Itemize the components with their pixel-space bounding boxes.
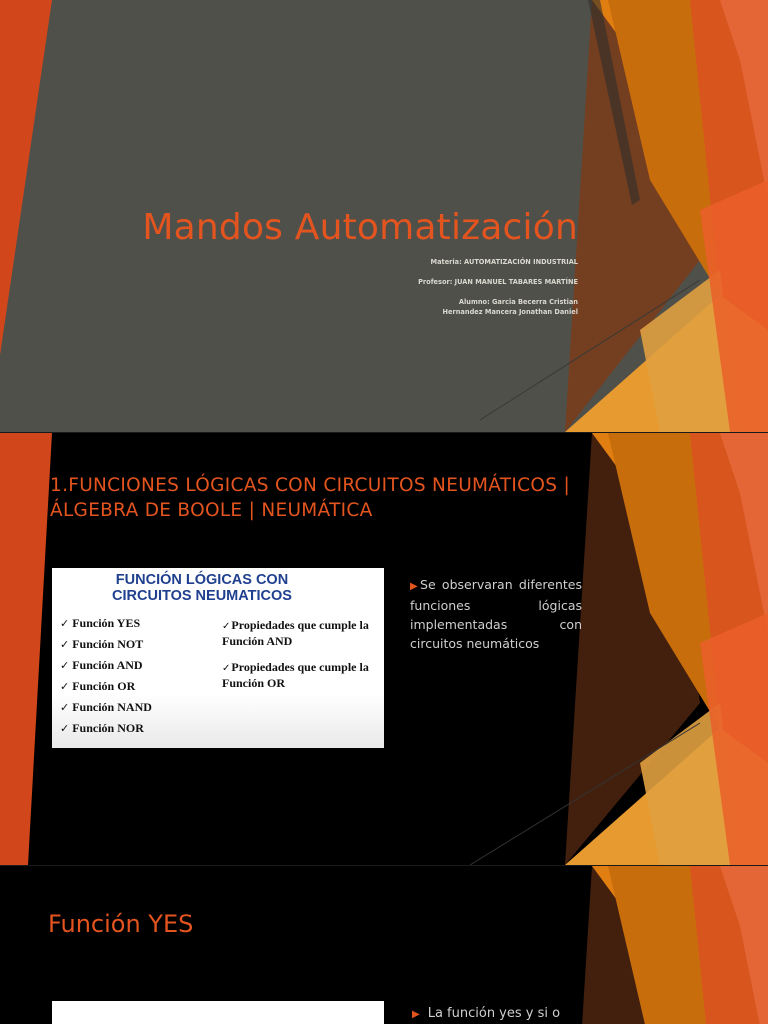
list-item: ✓ Función YES (60, 616, 141, 630)
functions-list (60, 616, 152, 742)
slide-funciones (0, 433, 768, 865)
functions-image (52, 568, 384, 748)
list-item: ✓ Función OR (60, 679, 136, 693)
content-image (52, 1001, 384, 1024)
card-heading-line-1: FUNCIÓN LÓGICAS CON (115, 572, 289, 588)
materia-label: Materia: AUTOMATIZACIÓN INDUSTRIAL (430, 258, 578, 266)
check-icon: ✓ (60, 680, 70, 693)
bullet-paragraph (410, 575, 582, 653)
check-icon: ✓ (60, 638, 70, 651)
bullet-text: Se observaran diferentes funciones lógicas implementadas con circuitos neumáticos (410, 577, 582, 651)
list-item: ✓Propiedades que cumple la Función OR (222, 660, 369, 690)
section-heading: 1.FUNCIONES LÓGICAS CON CIRCUITOS NEUMÁTICOS | ÁLGEBRA DE BOOLE | NEUMÁTICA (50, 475, 571, 521)
slide-funcion-yes (0, 866, 768, 1024)
slide-title (0, 0, 768, 432)
section-heading: Función YES (48, 910, 194, 938)
list-item: ✓Propiedades que cumple la Función AND (222, 618, 369, 648)
slide-title-text: Mandos Automatización (142, 207, 578, 248)
check-icon: ✓ (60, 617, 70, 630)
alumno-line-1: Alumno: Garcia Becerra Cristian (458, 298, 578, 306)
card-heading-line-2: CIRCUITOS NEUMATICOS (112, 588, 292, 604)
bullet-paragraph (412, 1006, 560, 1021)
alumno-line-2: Hernandez Mancera Jonathan Daniel (442, 308, 578, 316)
triangle-bullet-icon: ▶ (412, 1009, 420, 1020)
check-icon: ✓ (222, 663, 231, 674)
triangle-bullet-icon: ▶ (410, 581, 421, 592)
check-icon: ✓ (60, 659, 70, 672)
list-item: ✓ Función AND (60, 658, 143, 672)
card-heading (52, 572, 352, 604)
list-item: ✓ Función NOR (60, 721, 144, 735)
check-icon: ✓ (60, 722, 70, 735)
check-icon: ✓ (60, 701, 70, 714)
profesor-label: Profesor: JUAN MANUEL TABARES MARTÍNE (418, 278, 578, 286)
list-item: ✓ Función NOT (60, 637, 144, 651)
bullet-text: La función yes y si o (427, 1006, 561, 1021)
list-item: ✓ Función NAND (60, 700, 152, 714)
properties-list (222, 618, 382, 702)
check-icon: ✓ (222, 621, 231, 632)
alumno-label (442, 297, 578, 317)
